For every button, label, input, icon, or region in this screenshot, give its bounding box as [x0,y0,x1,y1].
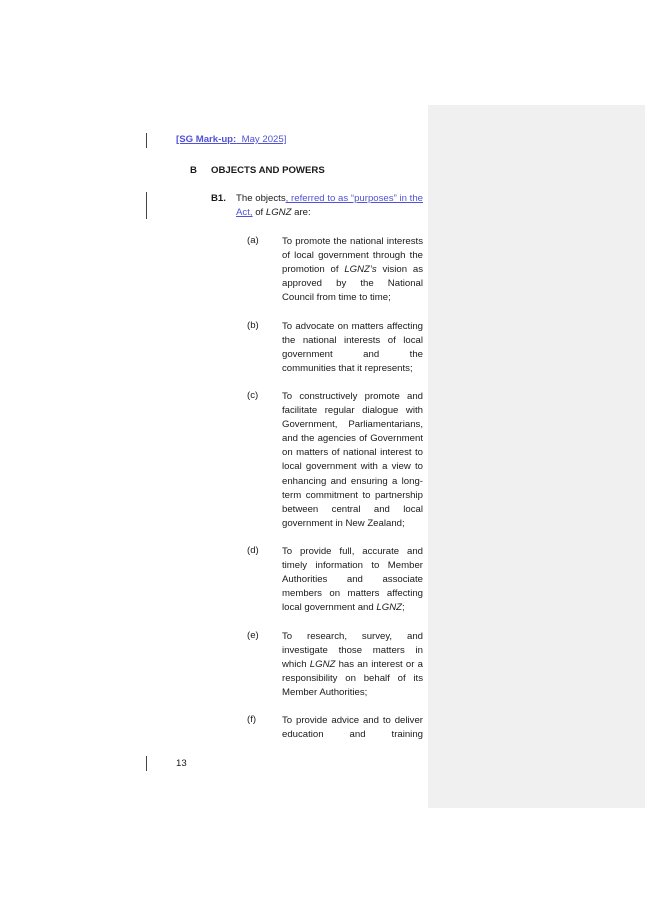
item-label: (f) [247,714,257,725]
item-label: (c) [247,390,259,401]
section-letter: B [190,165,197,176]
clause-text [236,192,423,220]
change-bar [146,133,147,148]
clause-inserted-text: , referred to as “purposes” in the Act, [236,193,423,219]
clause-text-end: are: [291,207,311,219]
item-text-part: To advocate on matters affecting the national interests of local government and the communities that it represents; [282,321,423,375]
item-text [282,714,423,742]
item-label: (d) [247,545,259,556]
item-text [282,320,423,376]
item-text-part: To constructively promote and facilitate regular dialogue with Government, Parliamentarians, and the agencies of Government on matters of national interest to local government with a view to enhancing and ensuring a long-term commitment to partnership between central and local government in New Zealand; [282,391,423,529]
item-text-italic: LGNZ [376,602,402,614]
item-text-italic: LGNZ’s [344,264,377,276]
markup-header [176,134,286,145]
item-text-part: has an interest or a responsibility on behalf of its Member Authorities; [282,659,423,699]
item-text-part: ; [402,602,405,614]
page-number: 13 [176,758,187,769]
change-bar [146,756,147,771]
item-text [282,545,423,615]
item-label: (b) [247,320,259,331]
item-text-part: To research, survey, and investigate those matters in which [282,631,423,671]
clause-number: B1. [211,193,226,204]
clause-text-of: of [252,207,266,219]
item-text [282,630,423,700]
item-label: (e) [247,630,259,641]
section-title: OBJECTS AND POWERS [211,165,325,176]
markup-prefix: [SG Mark-up: [176,134,237,145]
item-text-part: To provide advice and to deliver education and training [282,715,423,741]
item-label: (a) [247,235,259,246]
comment-pane [428,105,645,808]
clause-org: LGNZ [265,207,292,219]
clause-text-start: The objects [236,193,286,204]
markup-suffix: May 2025] [241,134,287,145]
item-text-italic: LGNZ [309,659,336,671]
item-text-part: To provide full, accurate and timely information to Member Authorities and associate members on matters affecting local government and [282,546,423,614]
item-text-part: vision as approved by the National Council from time to time; [282,264,423,304]
item-text [282,390,423,531]
change-bar [146,192,147,219]
item-text-part: To promote the national interests of local government through the promotion of [282,236,423,276]
item-text [282,235,423,305]
